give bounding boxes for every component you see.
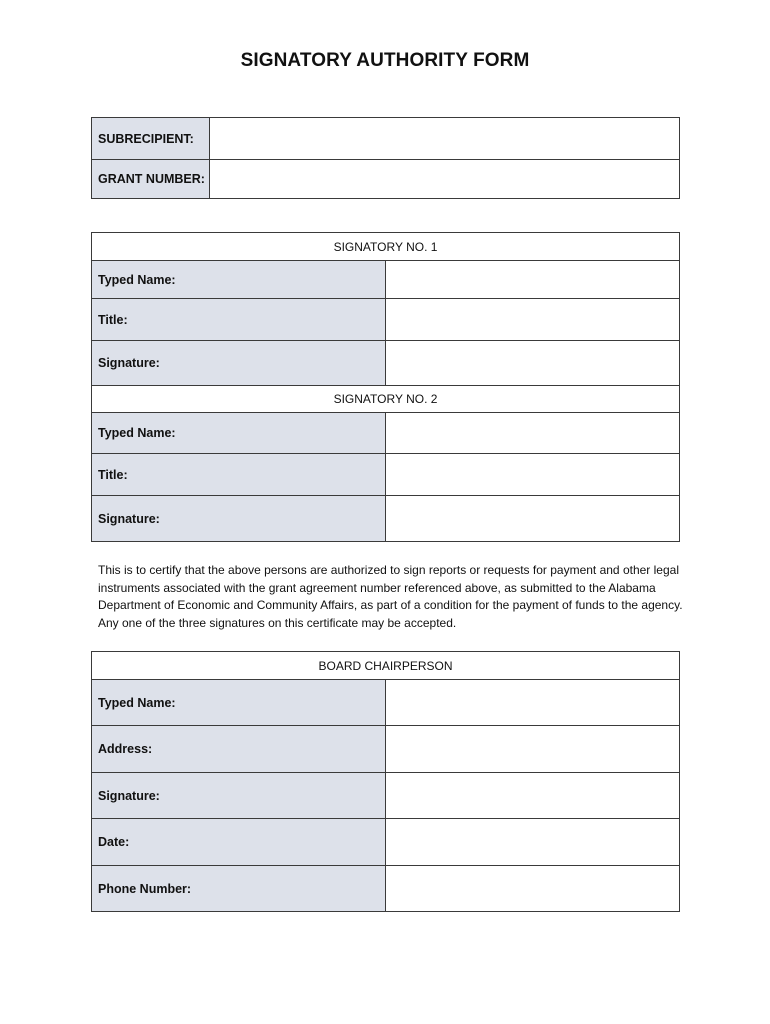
signatory-2-title-row xyxy=(92,454,680,496)
signatory-1-title-label: Title: xyxy=(92,299,386,341)
board-chairperson-heading: BOARD CHAIRPERSON xyxy=(92,652,680,680)
form-title: SIGNATORY AUTHORITY FORM xyxy=(240,50,530,71)
chairperson-signature-field[interactable] xyxy=(386,773,680,819)
chairperson-typed-name-row xyxy=(92,680,680,726)
signatory-2-heading-row xyxy=(92,386,680,413)
subrecipient-field[interactable] xyxy=(210,118,680,160)
chairperson-signature-label: Signature: xyxy=(92,773,386,819)
chairperson-phone-field[interactable] xyxy=(386,866,680,912)
signatory-1-title-field[interactable] xyxy=(386,299,680,341)
signatory-2-typed-name-row xyxy=(92,413,680,454)
signatories-table xyxy=(91,232,680,542)
header-fields-table xyxy=(91,117,680,199)
chairperson-phone-row xyxy=(92,866,680,912)
signatory-1-typed-name-field[interactable] xyxy=(386,261,680,299)
signatory-1-title-row xyxy=(92,299,680,341)
signatory-2-typed-name-label: Typed Name: xyxy=(92,413,386,454)
signatory-2-typed-name-field[interactable] xyxy=(386,413,680,454)
signatory-2-heading: SIGNATORY NO. 2 xyxy=(92,386,680,413)
board-chairperson-table xyxy=(91,651,680,912)
chairperson-date-row xyxy=(92,819,680,866)
board-chairperson-heading-row xyxy=(92,652,680,680)
signatory-2-title-label: Title: xyxy=(92,454,386,496)
signatory-2-title-field[interactable] xyxy=(386,454,680,496)
signatory-2-signature-row xyxy=(92,496,680,542)
chairperson-signature-row xyxy=(92,773,680,819)
signatory-1-signature-row xyxy=(92,341,680,386)
chairperson-typed-name-label: Typed Name: xyxy=(92,680,386,726)
signatory-1-typed-name-row xyxy=(92,261,680,299)
signatory-1-typed-name-label: Typed Name: xyxy=(92,261,386,299)
signatory-1-signature-label: Signature: xyxy=(92,341,386,386)
subrecipient-label: SUBRECIPIENT: xyxy=(92,118,210,160)
chairperson-date-field[interactable] xyxy=(386,819,680,866)
chairperson-address-label: Address: xyxy=(92,726,386,773)
chairperson-typed-name-field[interactable] xyxy=(386,680,680,726)
signatory-1-heading-row xyxy=(92,233,680,261)
signatory-2-signature-field[interactable] xyxy=(386,496,680,542)
chairperson-date-label: Date: xyxy=(92,819,386,866)
chairperson-phone-label: Phone Number: xyxy=(92,866,386,912)
certification-text: This is to certify that the above persons are authorized to sign reports or requests for payment and other legal instruments associated with the grant agreement number referenced above, as submitted to the Alabama Department of Economic and Community Affairs, as part of a condition for the payment of funds to the agency. Any one of the three signatures on this certificate may be accepted. xyxy=(98,563,683,630)
grant-number-label: GRANT NUMBER: xyxy=(92,160,210,199)
signatory-1-heading: SIGNATORY NO. 1 xyxy=(92,233,680,261)
grant-number-field[interactable] xyxy=(210,160,680,199)
grant-number-row xyxy=(92,160,680,199)
chairperson-address-field[interactable] xyxy=(386,726,680,773)
signatory-2-signature-label: Signature: xyxy=(92,496,386,542)
signatory-1-signature-field[interactable] xyxy=(386,341,680,386)
chairperson-address-row xyxy=(92,726,680,773)
subrecipient-row xyxy=(92,118,680,160)
